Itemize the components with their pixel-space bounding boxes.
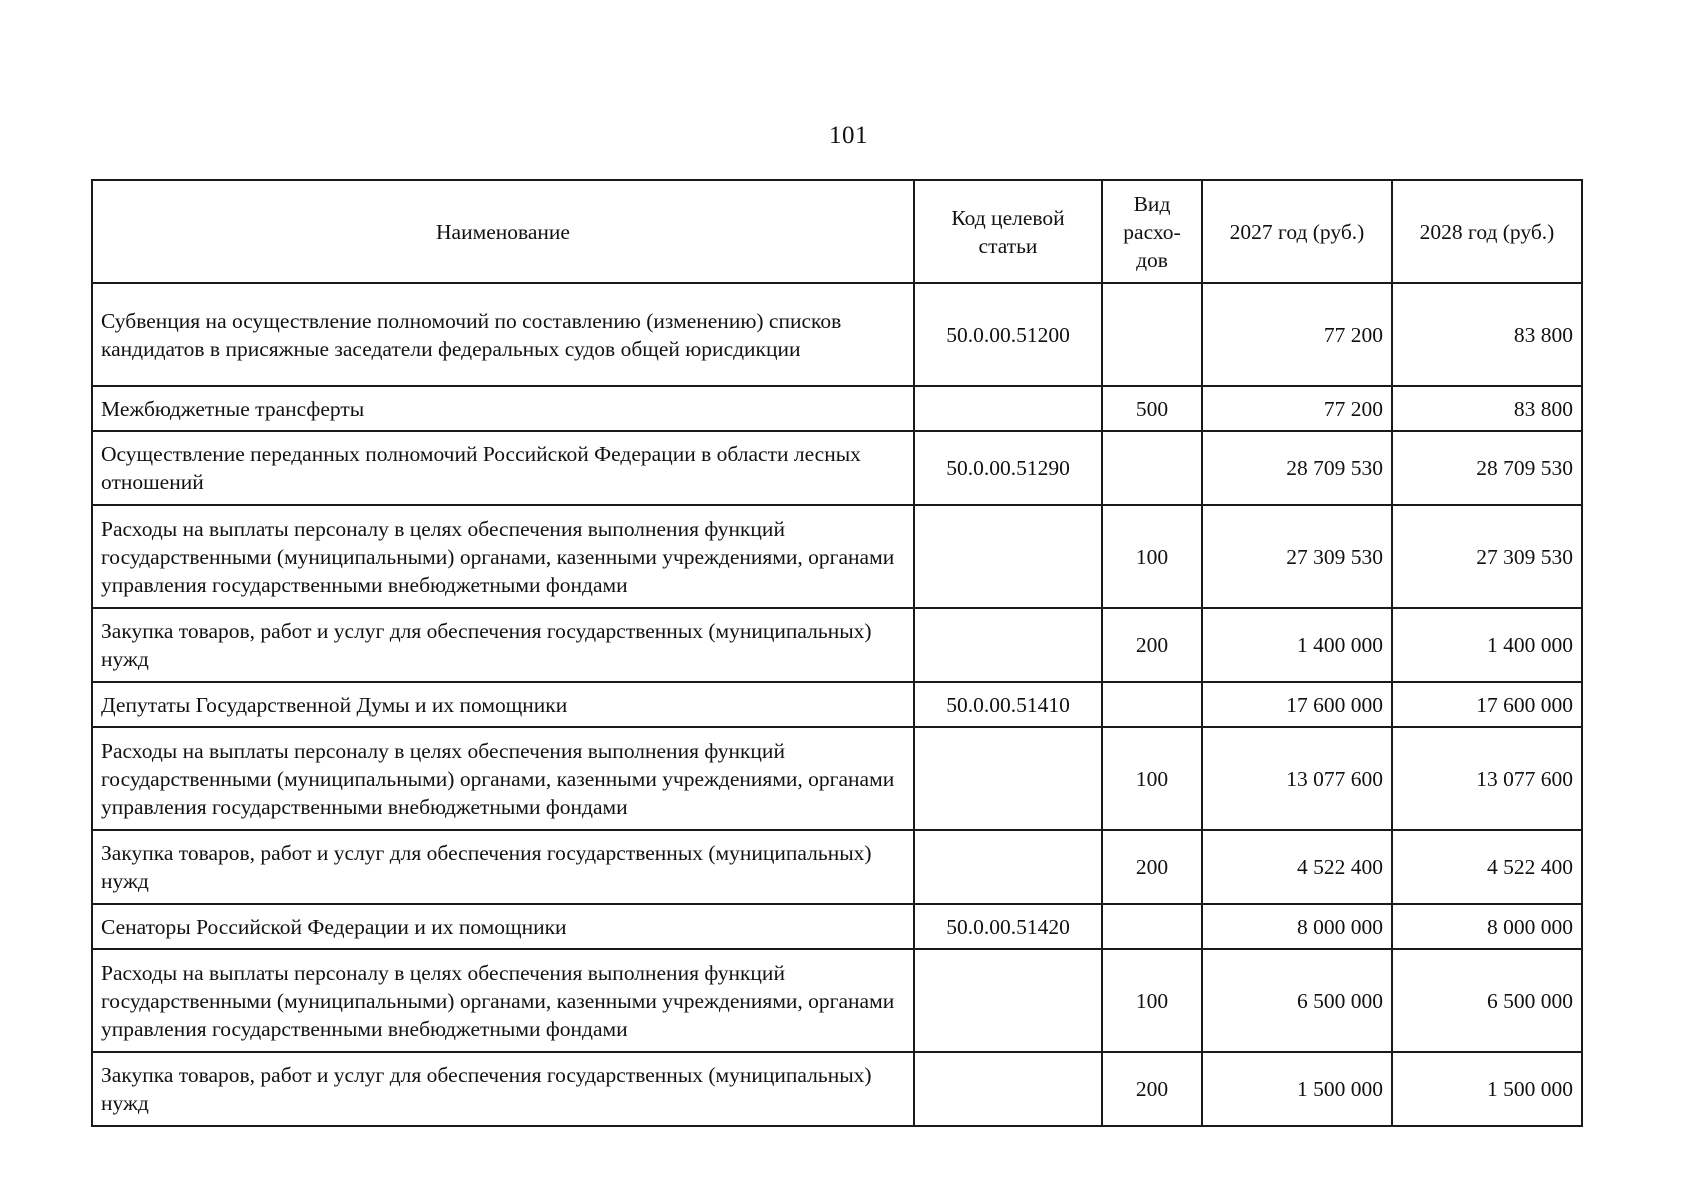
- row-2027: 13 077 600: [1202, 727, 1392, 830]
- row-2027: 6 500 000: [1202, 949, 1392, 1052]
- row-2027: 1 500 000: [1202, 1052, 1392, 1126]
- row-code: [914, 505, 1102, 608]
- row-2027: 27 309 530: [1202, 505, 1392, 608]
- table-row: [92, 830, 1582, 904]
- row-2028: 4 522 400: [1392, 830, 1582, 904]
- table-row: [92, 608, 1582, 682]
- row-name: Расходы на выплаты персоналу в целях обеспечения выполнения функций государственными (муниципальными) органами, казенными учреждениями, органами управления государственными внебюджетными фондами: [92, 949, 914, 1052]
- table-row: [92, 386, 1582, 431]
- table-row: [92, 505, 1582, 608]
- row-2028: 6 500 000: [1392, 949, 1582, 1052]
- row-2028: 83 800: [1392, 386, 1582, 431]
- table-row: [92, 431, 1582, 505]
- row-2028: 28 709 530: [1392, 431, 1582, 505]
- header-name: Наименование: [92, 180, 914, 283]
- row-type: 100: [1102, 949, 1202, 1052]
- row-code: [914, 1052, 1102, 1126]
- row-name: Расходы на выплаты персоналу в целях обеспечения выполнения функций государственными (муниципальными) органами, казенными учреждениями, органами управления государственными внебюджетными фондами: [92, 505, 914, 608]
- row-2028: 1 500 000: [1392, 1052, 1582, 1126]
- row-name: Субвенция на осуществление полномочий по составлению (изменению) списков кандидатов в присяжные заседатели федеральных судов общей юрисдикции: [92, 283, 914, 386]
- row-type: [1102, 283, 1202, 386]
- row-code: 50.0.00.51290: [914, 431, 1102, 505]
- row-code: [914, 830, 1102, 904]
- row-2028: 17 600 000: [1392, 682, 1582, 727]
- row-2028: 8 000 000: [1392, 904, 1582, 949]
- budget-table: [91, 179, 1583, 1127]
- row-type: 200: [1102, 1052, 1202, 1126]
- row-type: [1102, 904, 1202, 949]
- row-code: [914, 727, 1102, 830]
- row-2027: 17 600 000: [1202, 682, 1392, 727]
- row-code: [914, 608, 1102, 682]
- table-header-row: [92, 180, 1582, 283]
- row-2027: 28 709 530: [1202, 431, 1392, 505]
- row-name: Закупка товаров, работ и услуг для обеспечения государственных (муниципальных) нужд: [92, 608, 914, 682]
- row-code: [914, 386, 1102, 431]
- header-code: Код целевой статьи: [914, 180, 1102, 283]
- row-name: Депутаты Государственной Думы и их помощники: [92, 682, 914, 727]
- row-2027: 4 522 400: [1202, 830, 1392, 904]
- page-number: 101: [829, 122, 868, 149]
- row-code: 50.0.00.51410: [914, 682, 1102, 727]
- table-row: [92, 949, 1582, 1052]
- row-2028: 27 309 530: [1392, 505, 1582, 608]
- row-2027: 77 200: [1202, 283, 1392, 386]
- row-2027: 1 400 000: [1202, 608, 1392, 682]
- row-code: 50.0.00.51420: [914, 904, 1102, 949]
- row-type: 200: [1102, 608, 1202, 682]
- row-name: Расходы на выплаты персоналу в целях обеспечения выполнения функций государственными (муниципальными) органами, казенными учреждениями, органами управления государственными внебюджетными фондами: [92, 727, 914, 830]
- row-code: 50.0.00.51200: [914, 283, 1102, 386]
- table-row: [92, 682, 1582, 727]
- row-name: Закупка товаров, работ и услуг для обеспечения государственных (муниципальных) нужд: [92, 1052, 914, 1126]
- table-row: [92, 1052, 1582, 1126]
- row-name: Сенаторы Российской Федерации и их помощники: [92, 904, 914, 949]
- header-2027: 2027 год (руб.): [1202, 180, 1392, 283]
- row-type: 100: [1102, 727, 1202, 830]
- table-row: [92, 904, 1582, 949]
- row-2028: 1 400 000: [1392, 608, 1582, 682]
- table-row: [92, 283, 1582, 386]
- row-name: Осуществление переданных полномочий Российской Федерации в области лесных отношений: [92, 431, 914, 505]
- row-name: Закупка товаров, работ и услуг для обеспечения государственных (муниципальных) нужд: [92, 830, 914, 904]
- row-code: [914, 949, 1102, 1052]
- row-type: 100: [1102, 505, 1202, 608]
- row-2027: 77 200: [1202, 386, 1392, 431]
- row-2028: 13 077 600: [1392, 727, 1582, 830]
- row-type: 500: [1102, 386, 1202, 431]
- header-2028: 2028 год (руб.): [1392, 180, 1582, 283]
- header-type: Вид расхо-дов: [1102, 180, 1202, 283]
- row-name: Межбюджетные трансферты: [92, 386, 914, 431]
- row-type: [1102, 431, 1202, 505]
- row-2027: 8 000 000: [1202, 904, 1392, 949]
- row-type: [1102, 682, 1202, 727]
- row-2028: 83 800: [1392, 283, 1582, 386]
- table-row: [92, 727, 1582, 830]
- row-type: 200: [1102, 830, 1202, 904]
